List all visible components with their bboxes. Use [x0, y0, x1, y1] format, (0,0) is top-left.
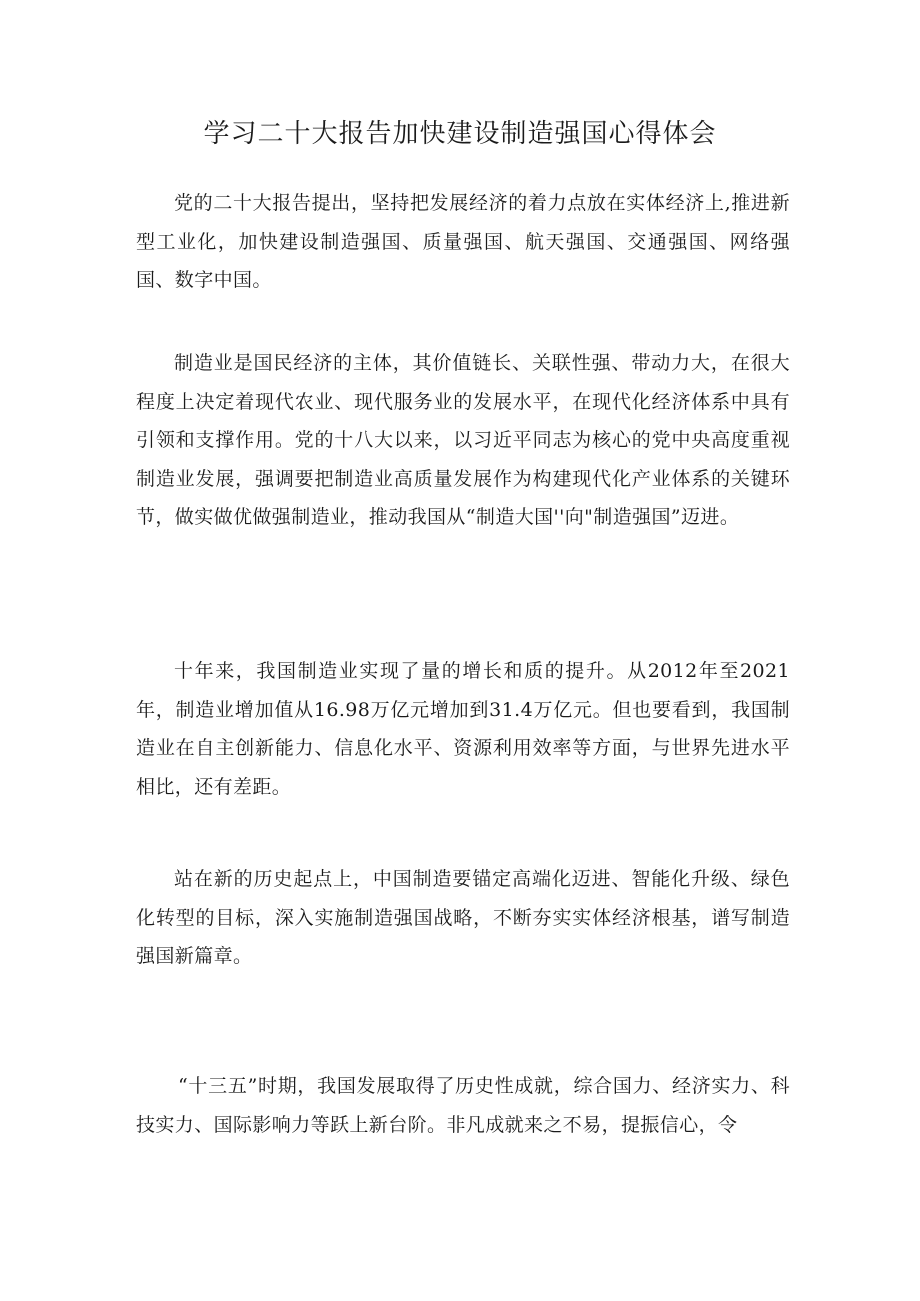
paragraph-5: “十三五”时期，我国发展取得了历史性成就，综合国力、经济实力、科技实力、国际影响力等跃上新台阶。非凡成就来之不易，提振信心，令: [136, 1075, 790, 1136]
paragraph-2: 制造业是国民经济的主体，其价值链长、关联性强、带动力大，在很大程度上决定着现代农业、现代服务业的发展水平，在现代化经济体系中具有引领和支撑作用。党的十八大以来，以习近平同志为核心的党中央高度重视制造业发展，强调要把制造业高质量发展作为构建现代化产业体系的关键环节，做实做优做强制造业，推动我国从“制造大国''向"制造强国”迈进。: [136, 352, 790, 528]
paragraph-3: 十年来，我国制造业实现了量的增长和质的提升。从2012年至2021年，制造业增加值从16.98万亿元增加到31.4万亿元。但也要看到，我国制造业在自主创新能力、信息化水平、资源利用效率等方面，与世界先进水平相比，还有差距。: [136, 660, 790, 798]
paragraph-4: 站在新的历史起点上，中国制造要锚定高端化迈进、智能化升级、绿色化转型的目标，深入实施制造强国战略，不断夯实实体经济根基，谱写制造强国新篇章。: [136, 868, 790, 967]
paragraph-1: 党的二十大报告提出，坚持把发展经济的着力点放在实体经济上,推进新型工业化，加快建设制造强国、质量强国、航天强国、交通强国、网络强国、数字中国。: [136, 192, 790, 291]
document-title: 学习二十大报告加快建设制造强国心得体会: [203, 119, 717, 149]
